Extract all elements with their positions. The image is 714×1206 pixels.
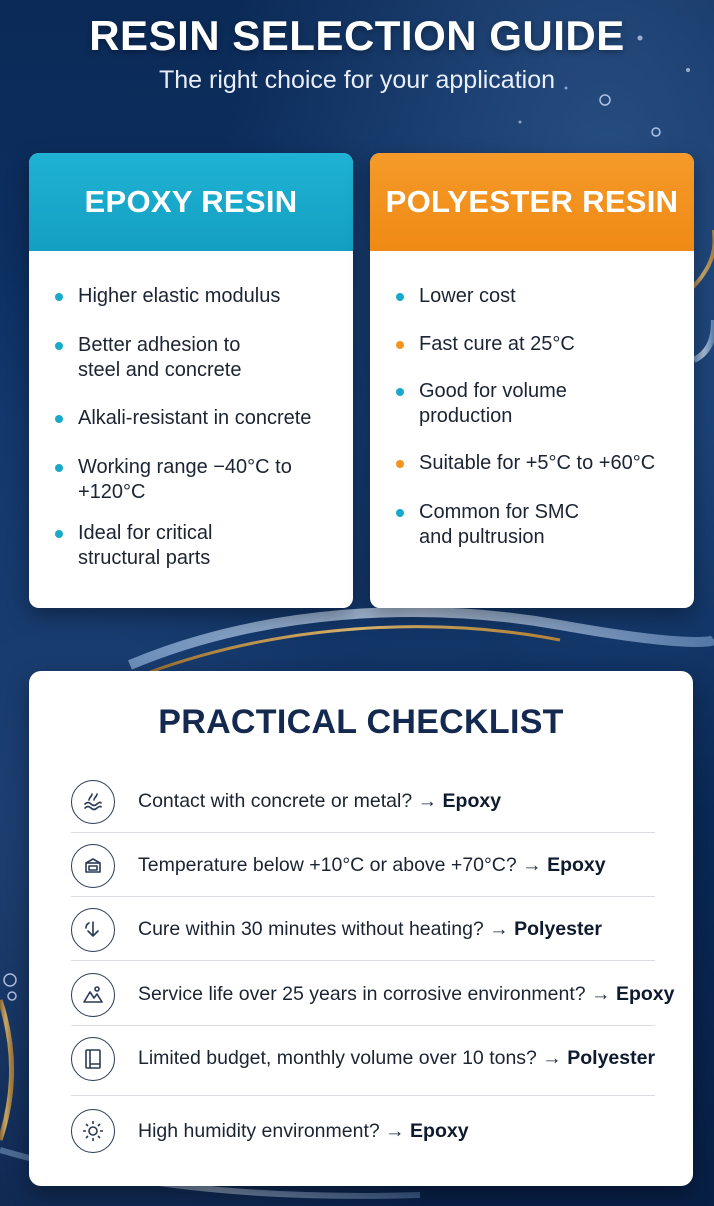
teal-dot-icon: [396, 293, 404, 301]
epoxy-card-title: EPOXY RESIN: [29, 153, 353, 251]
checklist-answer: Polyester: [567, 1047, 656, 1069]
corrosion-warning-icon: [71, 973, 115, 1017]
teal-dot-icon: [55, 464, 63, 472]
teal-dot-icon: [55, 415, 63, 423]
orange-dot-icon: [396, 460, 404, 468]
page-subtitle: The right choice for your application: [158, 66, 556, 94]
teal-dot-icon: [55, 530, 63, 538]
row-divider: [71, 1095, 655, 1096]
row-divider: [71, 960, 655, 961]
gear-icon: [71, 1109, 115, 1153]
checklist-row-text: Contact with concrete or metal? → Epoxy: [138, 790, 502, 812]
budget-ledger-icon: [71, 1037, 115, 1081]
thermometer-box-icon: [71, 844, 115, 888]
checklist-answer: Epoxy: [442, 790, 502, 812]
checklist-row-text: Service life over 25 years in corrosive environment? → Epoxy: [138, 983, 675, 1005]
epoxy-card: EPOXY RESIN Higher elastic modulus Better adhesion to steel and concrete Alkali-resistant in concrete Working range −40°C to +120°C Ideal for critical structural parts: [29, 153, 353, 608]
teal-dot-icon: [55, 342, 63, 350]
teal-dot-icon: [396, 509, 404, 517]
orange-dot-icon: [396, 341, 404, 349]
checklist-row-text: High humidity environment? → Epoxy: [138, 1120, 469, 1142]
checklist-row: [71, 962, 675, 1026]
checklist-answer: Epoxy: [410, 1120, 469, 1142]
checklist-answer: Polyester: [514, 918, 602, 940]
checklist-title: PRACTICAL CHECKLIST: [158, 703, 564, 741]
checklist-row: [71, 770, 655, 834]
checklist-answer: Epoxy: [615, 983, 675, 1005]
checklist-row: [71, 1097, 655, 1161]
polyester-card: POLYESTER RESIN Lower cost Fast cure at 25°C Good for volume production Suitable for +5°C to +60°C Common for SMC and pultrusion: [370, 153, 694, 608]
water-waves-icon: [71, 780, 115, 824]
row-divider: [71, 832, 655, 833]
page-title: RESIN SELECTION GUIDE: [89, 12, 625, 59]
checklist-row-text: Cure within 30 minutes without heating? → Polyester: [138, 918, 602, 940]
polyester-card-title: POLYESTER RESIN: [370, 153, 694, 251]
checklist-row-text: Limited budget, monthly volume over 10 tons? → Polyester: [138, 1047, 656, 1069]
checklist-row: [71, 1027, 655, 1091]
teal-dot-icon: [396, 388, 404, 396]
checklist-row: [71, 898, 655, 962]
row-divider: [71, 896, 655, 897]
checklist-answer: Epoxy: [547, 854, 606, 876]
timer-arrow-icon: [71, 908, 115, 952]
practical-checklist-card: [29, 671, 693, 1186]
checklist-row-text: Temperature below +10°C or above +70°C? → Epoxy: [138, 854, 606, 876]
checklist-row: [71, 834, 655, 898]
row-divider: [71, 1025, 655, 1026]
teal-dot-icon: [55, 293, 63, 301]
